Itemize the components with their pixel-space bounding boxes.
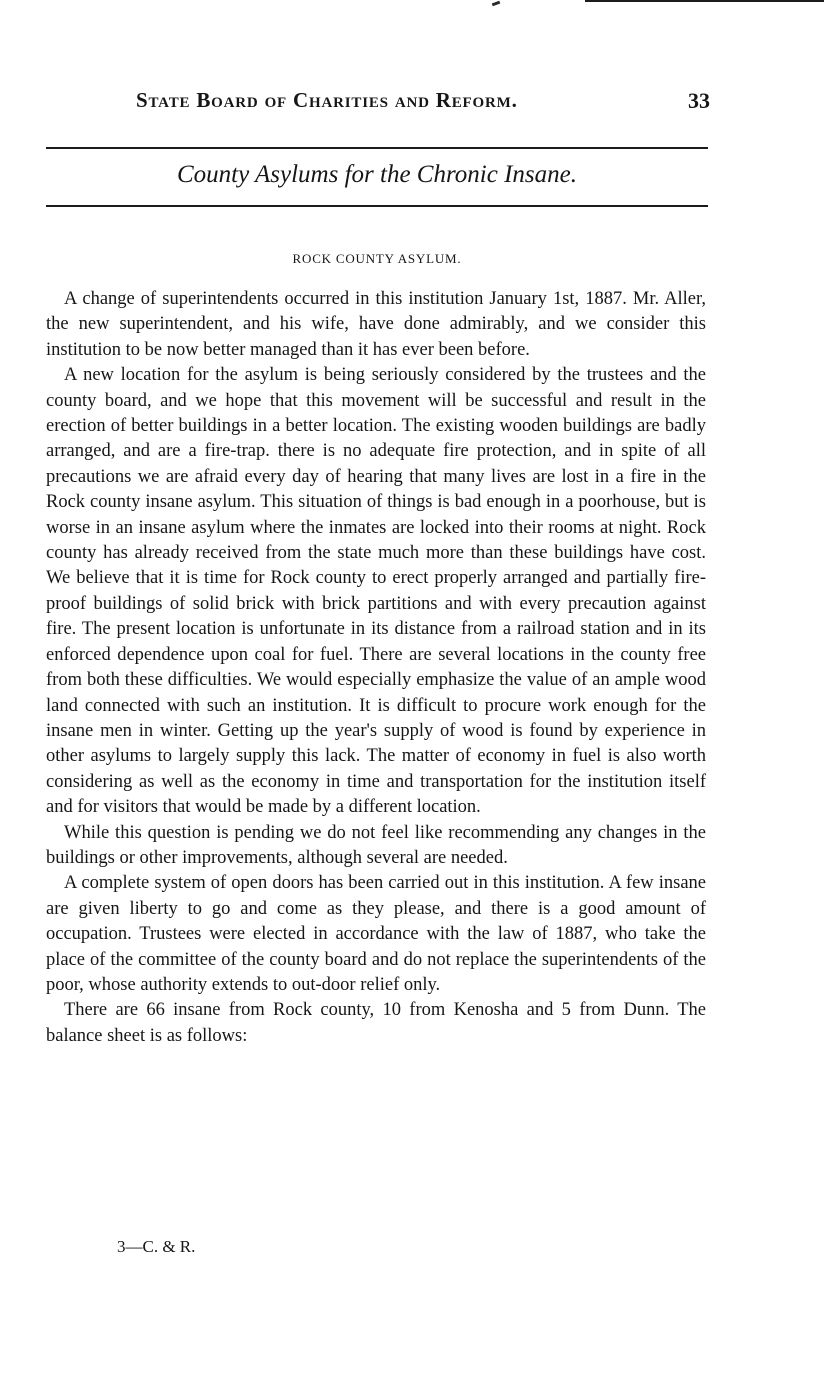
paragraph-improvements: While this question is pending we do not feel like recommending any changes in the buildings or other improvements, although several are needed. [46,822,706,868]
body-text [46,287,706,1049]
top-edge-rule [585,0,824,2]
paragraph-new-location: A new location for the asylum is being seriously considered by the trustees and the county board, and we hope that this movement will be successful and result in the erection of better buildings in a better location. The existing wooden buildings are badly arranged, and are a fire-trap. there is no adequate fire protection, and in spite of all precautions we are afraid every day of hearing that many lives are lost in a fire in the Rock county insane asylum. This situation of things is bad enough in a poorhouse, but is worse in an insane asylum where the inmates are locked into their rooms at night. Rock county has already received from the state much more than these buildings have cost. We believe that it is time for Rock county to erect properly arranged and partially fire-proof buildings of solid brick with brick partitions and with every precaution against fire. The present location is unfortunate in its distance from a railroad station and in its enforced dependence upon coal for fuel. There are several locations in the county free from both these difficulties. We would especially emphasize the value of an ample wood land connected with such an institution. It is difficult to procure work enough for the insane men in winter. Getting up the year's supply of wood is found by experience in other asylums to largely supply this lack. The matter of economy in fuel is also worth considering as well as the economy in time and transportation for the institution itself and for visitors that would be made by a different location. [46,365,706,818]
asylum-subheading: ROCK COUNTY ASYLUM. [292,251,462,266]
running-head [46,88,710,118]
section-bottom-rule [46,205,708,207]
running-head-title: State Board of Charities and Reform. [136,88,518,112]
section-title: County Asylums for the Chronic Insane. [177,161,577,188]
paragraph-insane-counts: There are 66 insane from Rock county, 10 from Kenosha and 5 from Dunn. The balance sheet is as follows: [46,1000,706,1046]
paragraph-open-doors: A complete system of open doors has been carried out in this institution. A few insane are given liberty to go and come as they please, and there is a good amount of occupation. Trustees were elected in accordance with the law of 1887, who take the place of the committee of the county board and do not replace the superintendents of the poor, whose authority extends to out-door relief only. [46,873,706,995]
section-top-rule [46,147,708,149]
page-number: 33 [688,88,710,113]
paragraph-superintendents: A change of superintendents occurred in this institution January 1st, 1887. Mr. Aller, the new superintendent, and his wife, have done admirably, and we consider this institution to be now better managed than it has ever been before. [46,289,706,360]
printing-mark [492,1,501,7]
signature-mark: 3—C. & R. [117,1237,196,1256]
